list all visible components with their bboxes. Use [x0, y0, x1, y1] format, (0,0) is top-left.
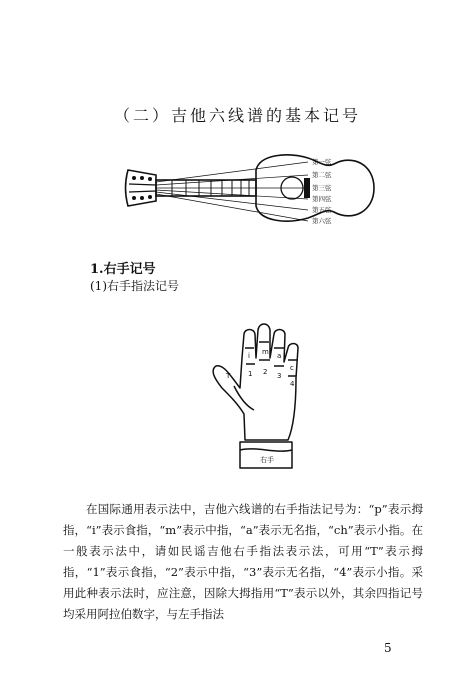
finger-number-2: 2 — [263, 368, 268, 376]
finger-label-m: m — [262, 348, 269, 356]
string-label-3: 第三弦 — [312, 184, 332, 192]
string-label-1: 第一弦 — [312, 158, 332, 166]
finger-number-4: 4 — [290, 380, 295, 388]
finger-number-1: 1 — [248, 370, 253, 378]
finger-label-c: c — [290, 364, 294, 372]
finger-label-a: a — [277, 352, 282, 360]
subsection-heading: (1)右手指法记号 — [90, 279, 179, 293]
section-title: （二）吉他六线谱的基本记号 — [113, 106, 361, 125]
string-label-2: 第二弦 — [312, 171, 332, 179]
finger-label-T: T — [226, 372, 231, 380]
string-label-6: 第六弦 — [312, 217, 332, 225]
right-hand-diagram — [200, 318, 320, 478]
guitar-diagram — [120, 148, 380, 238]
page-number: 5 — [384, 641, 392, 655]
string-label-4: 第四弦 — [312, 195, 332, 203]
hand-caption: 右手 — [260, 456, 274, 464]
string-label-5: 第五弦 — [312, 206, 332, 214]
paragraph: 在国际通用表示法中，吉他六线谱的右手指法记号为：“p”表示拇指，“i”表示食指，“m”表示中指，“a”表示无名指，“ch”表示小指。在一般表示法中，请如民谣吉他右手指法表示法，可用“T”表示拇指，“1”表示食指，“2”表示中指，“3”表示无名指，“4”表示小指。采用此种表示法时，应注意，因除大拇指用“T”表示以外，其余四指记号均采用阿拉伯数字，与左手指法 — [63, 502, 423, 621]
body-text — [63, 499, 423, 625]
section-heading: 1.右手记号 — [90, 262, 156, 277]
finger-number-3: 3 — [277, 372, 282, 380]
finger-label-i: i — [248, 352, 250, 360]
